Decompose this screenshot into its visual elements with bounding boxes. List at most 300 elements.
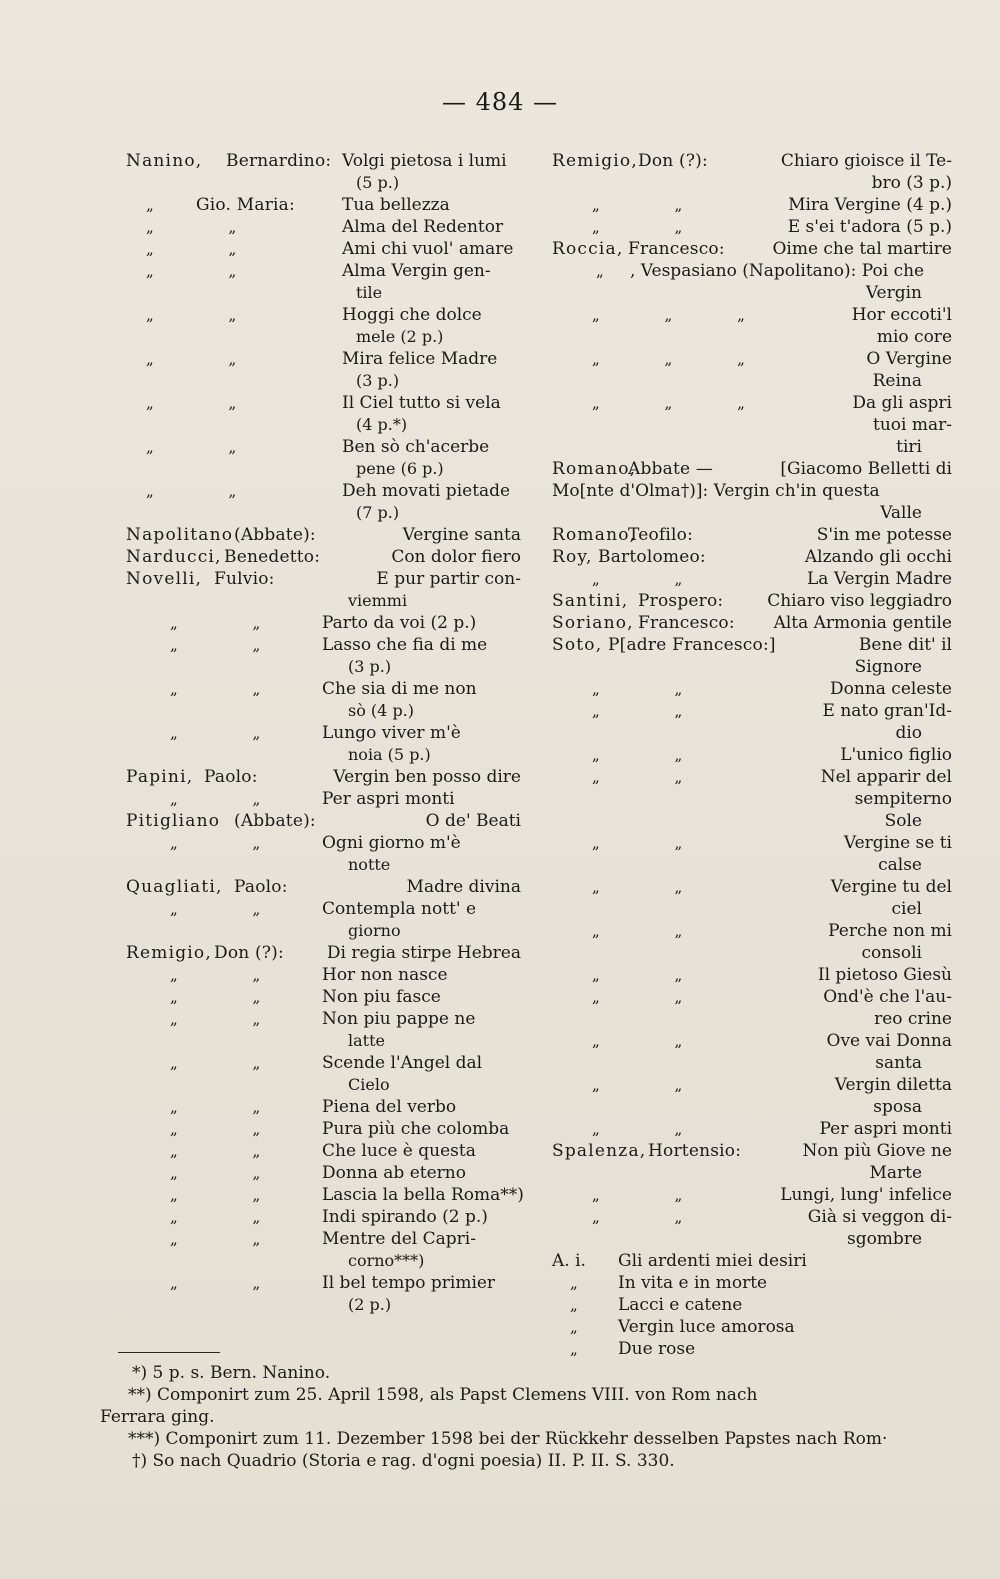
ditto-mark: „ „ xyxy=(146,350,237,368)
composer-given-name: Bartolomeo: xyxy=(598,547,706,567)
ditto-mark: „ „ xyxy=(170,1186,261,1204)
left-line xyxy=(126,942,521,964)
work-title: Alma del Redentor xyxy=(342,217,504,237)
ditto-mark: „ „ xyxy=(592,878,683,896)
right-line xyxy=(552,392,952,414)
left-line xyxy=(126,810,521,832)
left-entry-line xyxy=(126,304,521,326)
work-title: Già si veggon di- xyxy=(807,1207,952,1227)
left-entry-line xyxy=(126,326,521,348)
left-line xyxy=(126,568,521,590)
footnote-3: ***) Componirt zum 11. Dezember 1598 bei der Rückkehr desselben Papstes nach Rom· xyxy=(128,1429,888,1449)
work-title: E s'ei t'adora (5 p.) xyxy=(787,217,952,237)
right-line xyxy=(552,590,952,612)
left-line xyxy=(126,634,521,656)
work-title: Donna ab eterno xyxy=(322,1163,466,1183)
left-line xyxy=(126,964,521,986)
left-line xyxy=(126,590,521,612)
work-title: Per aspri monti xyxy=(322,789,455,809)
left-entry-line xyxy=(126,480,521,502)
work-title: Tua bellezza xyxy=(342,195,450,215)
composer-given-name: (Abbate): xyxy=(234,525,316,545)
left-line xyxy=(126,1162,521,1184)
left-column xyxy=(126,150,524,1316)
ditto-mark: „ „ xyxy=(170,900,261,918)
right-line xyxy=(552,216,952,238)
title-continuation: (3 p.) xyxy=(348,657,392,676)
composer-name: Spalenza, xyxy=(552,1141,647,1161)
right-line xyxy=(552,986,952,1008)
left-entry-line xyxy=(126,348,521,370)
work-title: E pur partir con- xyxy=(376,569,521,589)
ditto-mark: „ „ xyxy=(592,1076,683,1094)
left-line xyxy=(126,1052,521,1074)
composer-name: Romano, xyxy=(552,525,637,545)
work-title: Non piu fasce xyxy=(322,987,441,1007)
work-title: Chiaro viso leggiadro xyxy=(767,591,952,611)
ditto-mark: „ „ xyxy=(146,218,237,236)
ditto-mark: „ „ xyxy=(146,240,237,258)
work-title: Che sia di me non xyxy=(322,679,477,699)
footnote-rule xyxy=(118,1352,220,1353)
work-title: L'unico figlio xyxy=(840,745,952,765)
composer-name: Santini, xyxy=(552,591,629,611)
composer-given-name: Francesco: xyxy=(638,613,735,633)
right-line xyxy=(552,1118,952,1140)
title-continuation: sposa xyxy=(873,1097,922,1117)
work-title: Vergine se ti xyxy=(843,833,952,853)
work-title: Ond'è che l'au- xyxy=(823,987,952,1007)
left-line xyxy=(126,700,521,722)
title-continuation: mio core xyxy=(876,327,952,347)
work-title: Mentre del Capri- xyxy=(322,1229,476,1249)
right-line xyxy=(552,1272,952,1294)
composer-name: Nanino, xyxy=(126,151,203,171)
work-title: Mira felice Madre xyxy=(342,349,498,369)
ditto-mark: „ „ xyxy=(592,834,683,852)
title-continuation: Valle xyxy=(880,503,922,523)
page-number: — 484 — xyxy=(441,88,559,116)
right-line xyxy=(552,436,952,458)
footnote-1: *) 5 p. s. Bern. Nanino. xyxy=(132,1363,331,1383)
work-title: Hor non nasce xyxy=(322,965,448,985)
left-line xyxy=(126,832,521,854)
work-title: Non più Giove ne xyxy=(802,1141,952,1161)
ditto-mark: „ „ xyxy=(170,1120,261,1138)
title-continuation: consoli xyxy=(861,943,922,963)
title-continuation: dio xyxy=(895,723,922,743)
composer-given-name: Teofilo: xyxy=(628,525,694,545)
right-line xyxy=(552,656,952,678)
work-title: Da gli aspri xyxy=(852,393,952,413)
work-title: Madre divina xyxy=(406,877,521,897)
work-title: Non piu pappe ne xyxy=(322,1009,476,1029)
left-line xyxy=(126,876,521,898)
composer-name: Papini, xyxy=(126,767,194,787)
work-title: Di regia stirpe Hebrea xyxy=(326,943,521,963)
composer-given-name: Paolo: xyxy=(234,877,288,897)
footnotes xyxy=(100,1362,950,1472)
ditto-mark: „ „ xyxy=(146,306,237,324)
ditto-mark: „ „ xyxy=(592,218,683,236)
right-line xyxy=(552,722,952,744)
title-continuation: Signore xyxy=(854,657,922,677)
work-title: Due rose xyxy=(618,1339,696,1359)
ditto-mark: „ „ xyxy=(170,1098,261,1116)
right-line xyxy=(552,260,952,282)
composer-name: Roccia, xyxy=(552,239,624,259)
title-continuation: bro (3 p.) xyxy=(871,173,952,193)
right-line xyxy=(552,612,952,634)
right-line xyxy=(552,1140,952,1162)
title-continuation: Cielo xyxy=(348,1075,390,1094)
ditto-mark: „ „ xyxy=(592,1208,683,1226)
work-title: Il bel tempo primier xyxy=(322,1273,496,1293)
title-continuation: latte xyxy=(348,1031,385,1050)
composer-given-name: Hortensio: xyxy=(648,1141,742,1161)
right-line xyxy=(552,1338,952,1360)
composer-given-name: Abbate — xyxy=(628,459,714,479)
work-title: Scende l'Angel dal xyxy=(322,1053,483,1073)
ditto-mark: „ „ xyxy=(170,636,261,654)
left-entry-line xyxy=(126,216,521,238)
composer-given-name: P[adre Francesco:] xyxy=(608,635,776,655)
left-line xyxy=(126,1030,521,1052)
left-line xyxy=(126,678,521,700)
left-line xyxy=(126,986,521,1008)
work-title: Gli ardenti miei desiri xyxy=(618,1251,807,1271)
title-continuation: ciel xyxy=(891,899,922,919)
title-continuation: tiri xyxy=(896,437,922,457)
work-title: Il Ciel tutto si vela xyxy=(342,393,501,413)
composer-name: Quagliati, xyxy=(126,877,223,897)
composer-given-name: Fulvio: xyxy=(214,569,275,589)
title-continuation: sò (4 p.) xyxy=(348,701,415,720)
left-line xyxy=(126,854,521,876)
left-line xyxy=(126,1294,521,1316)
work-title: E nato gran'Id- xyxy=(822,701,952,721)
work-title: Bene dit' il xyxy=(858,635,952,655)
ditto-mark: „ „ xyxy=(146,438,237,456)
right-line xyxy=(552,920,952,942)
composer-name: Narducci, xyxy=(126,547,222,567)
ditto-mark: „ „ xyxy=(592,1186,683,1204)
left-line xyxy=(126,1008,521,1030)
ditto-mark: „ „ xyxy=(592,702,683,720)
title-continuation: (5 p.) xyxy=(356,173,400,192)
title-continuation: (7 p.) xyxy=(356,503,400,522)
left-line xyxy=(126,656,521,678)
right-line xyxy=(552,1030,952,1052)
right-line xyxy=(552,832,952,854)
ditto-mark: „ „ „ xyxy=(592,350,745,368)
right-line xyxy=(552,1250,952,1272)
right-line xyxy=(552,502,952,524)
work-title: Contempla nott' e xyxy=(322,899,477,919)
work-title: Ogni giorno m'è xyxy=(322,833,461,853)
right-line xyxy=(552,480,952,502)
work-title: Ben sò ch'acerbe xyxy=(342,437,490,457)
title-continuation: Vergin xyxy=(865,283,922,303)
title-continuation: (4 p.*) xyxy=(356,415,408,434)
footnote-2: **) Componirt zum 25. April 1598, als Papst Clemens VIII. von Rom nach xyxy=(128,1385,758,1405)
ditto-mark: „ „ xyxy=(170,790,261,808)
composer-given-name: Paolo: xyxy=(204,767,258,787)
ditto-mark: „ „ xyxy=(592,1032,683,1050)
work-title: Per aspri monti xyxy=(819,1119,952,1139)
work-title: Alma Vergin gen- xyxy=(342,261,491,281)
work-title: La Vergin Madre xyxy=(806,569,952,589)
left-line xyxy=(126,546,521,568)
title-continuation: santa xyxy=(875,1053,922,1073)
left-line xyxy=(126,1096,521,1118)
work-title: Vergin luce amorosa xyxy=(618,1317,795,1337)
right-line xyxy=(552,634,952,656)
title-continuation: reo crine xyxy=(874,1009,952,1029)
composer-given-name: Francesco: xyxy=(628,239,725,259)
ditto-mark: „ „ xyxy=(170,680,261,698)
title-continuation: notte xyxy=(348,855,391,874)
left-line xyxy=(126,722,521,744)
work-title: Parto da voi (2 p.) xyxy=(322,613,477,633)
composer-given-name: (Abbate): xyxy=(234,811,316,831)
ditto-mark: „ „ xyxy=(592,1120,683,1138)
composer-name: Roy, xyxy=(552,547,593,567)
composer-name: Romano, xyxy=(552,459,637,479)
right-line xyxy=(552,414,952,436)
work-title: , Vespasiano (Napolitano): Poi che xyxy=(630,261,925,281)
anonymous-mark: „ xyxy=(570,1274,578,1292)
right-line xyxy=(552,766,952,788)
right-line xyxy=(552,1074,952,1096)
work-title: Vergin ben posso dire xyxy=(333,767,521,787)
left-line xyxy=(126,1206,521,1228)
left-entry-line xyxy=(126,436,521,458)
right-line xyxy=(552,1008,952,1030)
title-continuation: giorno xyxy=(348,921,401,940)
right-line xyxy=(552,876,952,898)
work-title: Piena del verbo xyxy=(322,1097,457,1117)
right-line xyxy=(552,1294,952,1316)
left-line xyxy=(126,920,521,942)
title-continuation: tuoi mar- xyxy=(873,415,952,435)
left-entry-line xyxy=(126,392,521,414)
ditto-mark: „ „ xyxy=(592,768,683,786)
ditto-mark: „ „ xyxy=(170,834,261,852)
title-continuation: (2 p.) xyxy=(348,1295,392,1314)
work-title: Hoggi che dolce xyxy=(342,305,482,325)
composer-name: Remigio, xyxy=(126,943,212,963)
right-column xyxy=(552,150,952,1360)
ditto-mark: „ „ xyxy=(146,482,237,500)
left-entry-line xyxy=(126,458,521,480)
right-line xyxy=(552,1206,952,1228)
ditto-mark: „ „ xyxy=(170,1054,261,1072)
composer-given-name: Don (?): xyxy=(214,943,284,963)
left-line xyxy=(126,1118,521,1140)
left-line xyxy=(126,1250,521,1272)
right-line xyxy=(552,678,952,700)
work-title: Deh movati pietade xyxy=(342,481,511,501)
footnote-4: †) So nach Quadrio (Storia e rag. d'ogni poesia) II. P. II. S. 330. xyxy=(132,1451,675,1471)
title-continuation: viemmi xyxy=(348,591,408,610)
work-title: Vergine santa xyxy=(402,525,521,545)
right-line xyxy=(552,304,952,326)
left-line xyxy=(126,1272,521,1294)
title-continuation: corno***) xyxy=(348,1251,425,1270)
ditto-mark: „ „ xyxy=(592,988,683,1006)
ditto-mark: „ „ xyxy=(170,1164,261,1182)
ditto-mark: „ „ „ xyxy=(592,306,745,324)
composer-name: Soriano, xyxy=(552,613,634,633)
right-line xyxy=(552,546,952,568)
right-line xyxy=(552,568,952,590)
right-line xyxy=(552,348,952,370)
ditto-mark: „ „ xyxy=(592,922,683,940)
left-entry-line xyxy=(126,282,521,304)
ditto-mark: „ „ „ xyxy=(592,394,745,412)
ditto-mark: „ „ xyxy=(592,196,683,214)
ditto-mark: „ „ xyxy=(592,680,683,698)
ditto-mark: „ „ xyxy=(170,1208,261,1226)
composer-given-name: Don (?): xyxy=(638,151,708,171)
work-title: Vergin diletta xyxy=(834,1075,952,1095)
right-line xyxy=(552,898,952,920)
work-title: O de' Beati xyxy=(425,811,521,831)
right-line xyxy=(552,788,952,810)
composer-name: Soto, xyxy=(552,635,603,655)
anonymous-mark: „ xyxy=(570,1296,578,1314)
ditto-mark: „ „ xyxy=(170,614,261,632)
work-title: Nel apparir del xyxy=(820,767,952,787)
left-entry-line xyxy=(126,172,521,194)
work-title: Lungo viver m'è xyxy=(322,723,461,743)
composer-given-name: Gio. Maria: xyxy=(196,195,295,215)
anonymous-mark: „ xyxy=(570,1340,578,1358)
title-continuation: sgombre xyxy=(846,1229,922,1249)
work-title: [Giacomo Belletti di xyxy=(780,459,952,479)
composer-name: Napolitano xyxy=(126,525,234,545)
right-line xyxy=(552,326,952,348)
title-continuation: (3 p.) xyxy=(356,371,400,390)
ditto-mark: „ „ xyxy=(146,262,237,280)
left-line xyxy=(126,612,521,634)
work-title: Pura più che colomba xyxy=(322,1119,510,1139)
right-line xyxy=(552,172,952,194)
title-continuation: tile xyxy=(356,283,383,302)
work-title: Con dolor fiero xyxy=(391,547,521,567)
ditto-mark: „ „ xyxy=(170,724,261,742)
composer-name: Novelli, xyxy=(126,569,203,589)
ditto-mark: „ „ xyxy=(170,988,261,1006)
ditto-mark: „ „ xyxy=(170,966,261,984)
right-line xyxy=(552,854,952,876)
title-continuation: mele (2 p.) xyxy=(356,327,444,346)
ditto-mark: „ „ xyxy=(592,570,683,588)
work-title: Oime che tal martire xyxy=(772,239,952,259)
right-line xyxy=(552,1228,952,1250)
work-title: Indi spirando (2 p.) xyxy=(322,1207,488,1227)
right-line xyxy=(552,1162,952,1184)
left-entry-line xyxy=(126,238,521,260)
right-line xyxy=(552,744,952,766)
right-line xyxy=(552,810,952,832)
left-line xyxy=(126,898,521,920)
composer-name: Pitigliano xyxy=(126,811,221,831)
left-entry-line xyxy=(126,150,521,172)
ditto-mark: „ „ xyxy=(170,1142,261,1160)
title-continuation: Marte xyxy=(869,1163,922,1183)
work-title: Perche non mi xyxy=(828,921,952,941)
right-line xyxy=(552,964,952,986)
right-line xyxy=(552,1096,952,1118)
ditto-mark: „ xyxy=(596,262,604,280)
composer-given-name: Bernardino: xyxy=(226,151,332,171)
anonymous-mark: A. i. xyxy=(552,1251,586,1271)
anonymous-mark: „ xyxy=(570,1318,578,1336)
left-line xyxy=(126,766,521,788)
work-title: Che luce è questa xyxy=(322,1141,476,1161)
composer-name: Remigio, xyxy=(552,151,638,171)
title-continuation: noia (5 p.) xyxy=(348,745,431,764)
ditto-mark: „ „ xyxy=(592,746,683,764)
right-line xyxy=(552,700,952,722)
work-title: Mo[nte d'Olma†)]: Vergin ch'in questa xyxy=(552,481,880,501)
work-title: Alzando gli occhi xyxy=(804,547,952,567)
work-title: Lasso che fia di me xyxy=(322,635,488,655)
title-continuation: calse xyxy=(878,855,922,875)
right-line xyxy=(552,238,952,260)
left-line xyxy=(126,1140,521,1162)
work-title: Alta Armonia gentile xyxy=(773,613,952,633)
right-line xyxy=(552,150,952,172)
left-line xyxy=(126,744,521,766)
left-line xyxy=(126,524,521,546)
ditto-mark: „ „ xyxy=(170,1274,261,1292)
title-continuation: Sole xyxy=(884,811,922,831)
right-line xyxy=(552,524,952,546)
ditto-mark: „ „ xyxy=(146,394,237,412)
work-title: Donna celeste xyxy=(830,679,952,699)
left-entry-line xyxy=(126,502,521,524)
left-entry-line xyxy=(126,414,521,436)
work-title: Lascia la bella Roma**) xyxy=(322,1185,524,1205)
right-line xyxy=(552,458,952,480)
right-line xyxy=(552,370,952,392)
right-line xyxy=(552,942,952,964)
right-line xyxy=(552,194,952,216)
title-continuation: sempiterno xyxy=(854,789,952,809)
left-line xyxy=(126,788,521,810)
ditto-mark: „ „ xyxy=(592,966,683,984)
work-title: Lacci e catene xyxy=(618,1295,743,1315)
left-entry-line xyxy=(126,194,521,216)
work-title: Il pietoso Giesù xyxy=(817,965,952,985)
left-entry-line xyxy=(126,370,521,392)
work-title: Ami chi vuol' amare xyxy=(342,239,514,259)
composer-given-name: Prospero: xyxy=(638,591,724,611)
work-title: Lungi, lung' infelice xyxy=(780,1185,952,1205)
left-entry-line xyxy=(126,260,521,282)
work-title: O Vergine xyxy=(866,349,952,369)
work-title: Vergine tu del xyxy=(830,877,952,897)
work-title: Ove vai Donna xyxy=(826,1031,952,1051)
right-line xyxy=(552,1184,952,1206)
work-title: Mira Vergine (4 p.) xyxy=(788,195,952,215)
left-line xyxy=(126,1228,521,1250)
composer-given-name: Benedetto: xyxy=(224,547,321,567)
left-line xyxy=(126,1074,521,1096)
